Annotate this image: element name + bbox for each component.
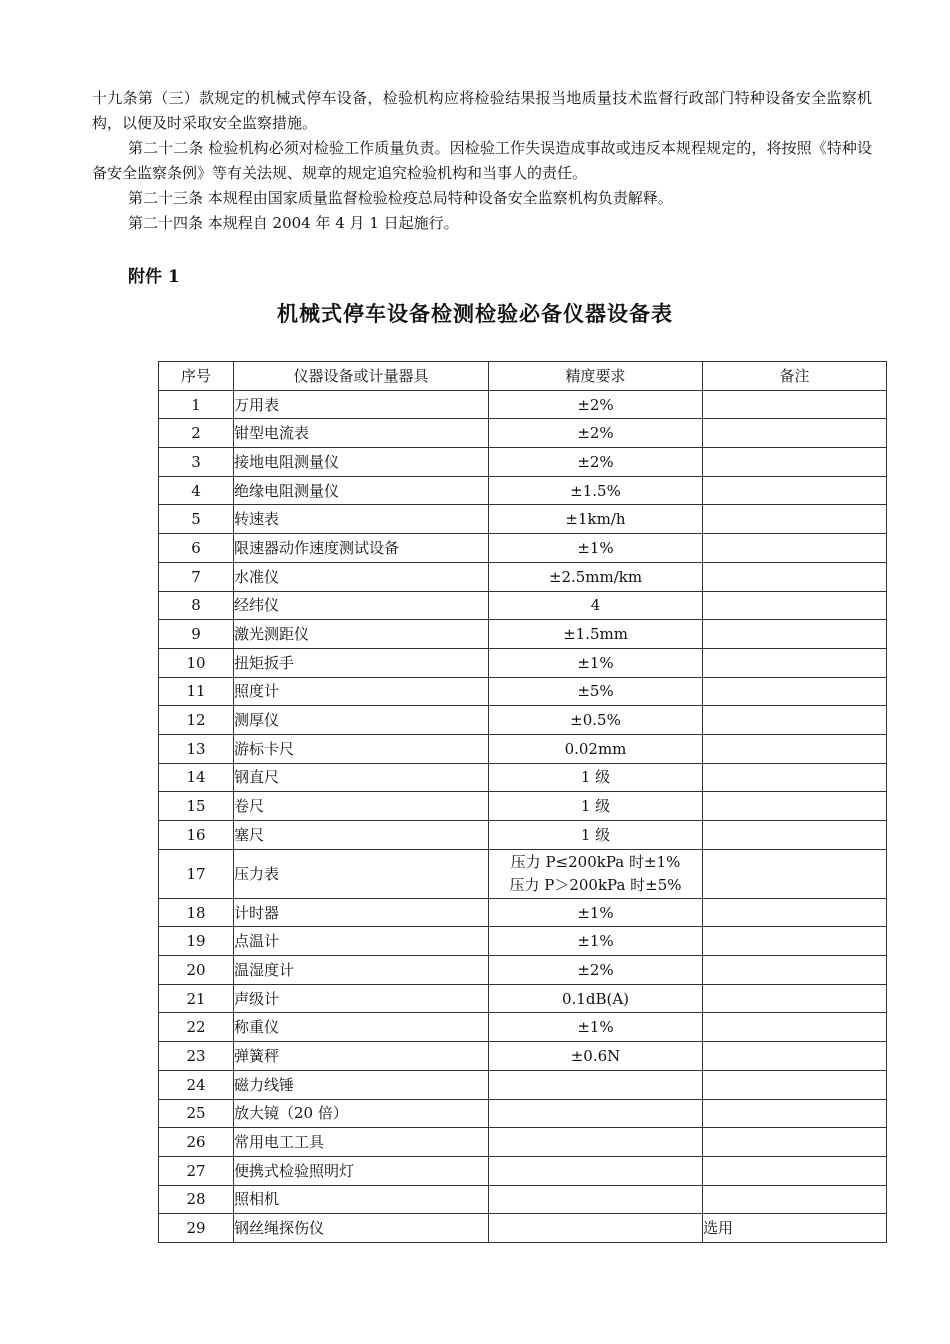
cell-accuracy: ±1.5% xyxy=(489,476,703,505)
table-row xyxy=(159,706,887,735)
cell-note xyxy=(703,534,887,563)
regulation-text xyxy=(92,86,872,236)
paragraph: 第二十二条 检验机构必须对检验工作质量负责。因检验工作失误造成事故或违反本规程规定的，将按照《特种设备安全监察条例》等有关法规、规章的规定追究检验机构和当事人的责任。 xyxy=(92,139,872,182)
cell-no: 3 xyxy=(159,448,234,477)
cell-note xyxy=(703,927,887,956)
cell-accuracy xyxy=(489,1214,703,1243)
table-row xyxy=(159,448,887,477)
cell-note xyxy=(703,984,887,1013)
cell-name: 游标卡尺 xyxy=(234,734,489,763)
table-header-row xyxy=(159,362,887,391)
cell-no: 26 xyxy=(159,1128,234,1157)
table-row xyxy=(159,505,887,534)
cell-note xyxy=(703,448,887,477)
cell-accuracy: 0.1dB(A) xyxy=(489,984,703,1013)
table-row xyxy=(159,419,887,448)
table-row xyxy=(159,1185,887,1214)
cell-no: 1 xyxy=(159,390,234,419)
table-row xyxy=(159,849,887,898)
cell-accuracy xyxy=(489,1070,703,1099)
cell-accuracy xyxy=(489,849,703,898)
table-row xyxy=(159,620,887,649)
cell-note xyxy=(703,1185,887,1214)
cell-note xyxy=(703,562,887,591)
cell-no: 2 xyxy=(159,419,234,448)
cell-no: 28 xyxy=(159,1185,234,1214)
cell-name: 经纬仪 xyxy=(234,591,489,620)
cell-name: 塞尺 xyxy=(234,821,489,850)
table-row xyxy=(159,534,887,563)
cell-name: 点温计 xyxy=(234,927,489,956)
cell-note xyxy=(703,390,887,419)
cell-accuracy: ±1.5mm xyxy=(489,620,703,649)
cell-note xyxy=(703,505,887,534)
cell-note xyxy=(703,648,887,677)
cell-note xyxy=(703,1070,887,1099)
cell-note xyxy=(703,849,887,898)
cell-accuracy xyxy=(489,1128,703,1157)
annex-label: 附件 1 xyxy=(128,267,180,287)
table-row xyxy=(159,927,887,956)
header-note: 备注 xyxy=(703,362,887,391)
cell-note xyxy=(703,677,887,706)
cell-accuracy: ±2% xyxy=(489,419,703,448)
cell-accuracy: ±1% xyxy=(489,1013,703,1042)
cell-no: 22 xyxy=(159,1013,234,1042)
cell-name: 水准仪 xyxy=(234,562,489,591)
cell-no: 4 xyxy=(159,476,234,505)
cell-name: 万用表 xyxy=(234,390,489,419)
cell-note xyxy=(703,706,887,735)
cell-note xyxy=(703,591,887,620)
cell-name: 照相机 xyxy=(234,1185,489,1214)
cell-no: 21 xyxy=(159,984,234,1013)
cell-accuracy: ±1% xyxy=(489,898,703,927)
cell-note xyxy=(703,1099,887,1128)
cell-note xyxy=(703,821,887,850)
cell-note xyxy=(703,1128,887,1157)
equipment-table xyxy=(158,361,887,1243)
table-row xyxy=(159,734,887,763)
cell-no: 24 xyxy=(159,1070,234,1099)
accuracy-line: 压力 P＞200kPa 时±5% xyxy=(509,875,682,894)
header-accuracy: 精度要求 xyxy=(489,362,703,391)
cell-name: 磁力线锤 xyxy=(234,1070,489,1099)
table-row xyxy=(159,1156,887,1185)
cell-no: 29 xyxy=(159,1214,234,1243)
cell-name: 钢丝绳探伤仪 xyxy=(234,1214,489,1243)
cell-note xyxy=(703,1042,887,1071)
cell-accuracy: 4 xyxy=(489,591,703,620)
cell-name: 便携式检验照明灯 xyxy=(234,1156,489,1185)
cell-note xyxy=(703,419,887,448)
paragraph: 十九条第（三）款规定的机械式停车设备，检验机构应将检验结果报当地质量技术监督行政部门特种设备安全监察机构，以便及时采取安全监察措施。 xyxy=(92,89,872,132)
cell-no: 15 xyxy=(159,792,234,821)
cell-note xyxy=(703,734,887,763)
cell-name: 接地电阻测量仪 xyxy=(234,448,489,477)
cell-accuracy: ±1% xyxy=(489,534,703,563)
cell-name: 声级计 xyxy=(234,984,489,1013)
cell-accuracy: ±2.5mm/km xyxy=(489,562,703,591)
table-row xyxy=(159,792,887,821)
table-row xyxy=(159,1070,887,1099)
table-row xyxy=(159,476,887,505)
cell-no: 12 xyxy=(159,706,234,735)
cell-note xyxy=(703,763,887,792)
table-row xyxy=(159,1214,887,1243)
cell-name: 卷尺 xyxy=(234,792,489,821)
cell-name: 钳型电流表 xyxy=(234,419,489,448)
cell-name: 称重仪 xyxy=(234,1013,489,1042)
cell-note: 选用 xyxy=(703,1214,887,1243)
cell-name: 常用电工工具 xyxy=(234,1128,489,1157)
cell-note xyxy=(703,620,887,649)
cell-name: 温湿度计 xyxy=(234,956,489,985)
cell-no: 17 xyxy=(159,849,234,898)
table-row xyxy=(159,1013,887,1042)
cell-accuracy: ±0.5% xyxy=(489,706,703,735)
table-row xyxy=(159,591,887,620)
table-row xyxy=(159,956,887,985)
cell-name: 压力表 xyxy=(234,849,489,898)
cell-accuracy: 1 级 xyxy=(489,821,703,850)
cell-accuracy: ±2% xyxy=(489,390,703,419)
cell-name: 测厚仪 xyxy=(234,706,489,735)
cell-accuracy: 1 级 xyxy=(489,763,703,792)
cell-no: 18 xyxy=(159,898,234,927)
cell-name: 照度计 xyxy=(234,677,489,706)
table-row xyxy=(159,648,887,677)
cell-name: 计时器 xyxy=(234,898,489,927)
cell-accuracy: ±0.6N xyxy=(489,1042,703,1071)
cell-accuracy: 1 级 xyxy=(489,792,703,821)
cell-accuracy: ±1% xyxy=(489,648,703,677)
cell-accuracy xyxy=(489,1185,703,1214)
cell-accuracy: ±2% xyxy=(489,448,703,477)
cell-name: 钢直尺 xyxy=(234,763,489,792)
cell-no: 7 xyxy=(159,562,234,591)
cell-note xyxy=(703,1156,887,1185)
cell-name: 转速表 xyxy=(234,505,489,534)
table-row xyxy=(159,1099,887,1128)
cell-no: 25 xyxy=(159,1099,234,1128)
table-row xyxy=(159,984,887,1013)
header-no: 序号 xyxy=(159,362,234,391)
table-title: 机械式停车设备检测检验必备仪器设备表 xyxy=(277,301,673,326)
cell-accuracy: ±1% xyxy=(489,927,703,956)
cell-no: 13 xyxy=(159,734,234,763)
cell-accuracy xyxy=(489,1099,703,1128)
cell-note xyxy=(703,476,887,505)
cell-no: 5 xyxy=(159,505,234,534)
cell-name: 激光测距仪 xyxy=(234,620,489,649)
cell-name: 弹簧秤 xyxy=(234,1042,489,1071)
cell-accuracy xyxy=(489,1156,703,1185)
table-row xyxy=(159,821,887,850)
cell-no: 14 xyxy=(159,763,234,792)
paragraph: 第二十三条 本规程由国家质量监督检验检疫总局特种设备安全监察机构负责解释。 xyxy=(128,189,673,207)
table-row xyxy=(159,1042,887,1071)
table-row xyxy=(159,677,887,706)
table-row xyxy=(159,562,887,591)
cell-note xyxy=(703,1013,887,1042)
cell-no: 10 xyxy=(159,648,234,677)
cell-no: 23 xyxy=(159,1042,234,1071)
paragraph: 第二十四条 本规程自 2004 年 4 月 1 日起施行。 xyxy=(128,214,459,232)
cell-no: 20 xyxy=(159,956,234,985)
cell-name: 限速器动作速度测试设备 xyxy=(234,534,489,563)
cell-no: 8 xyxy=(159,591,234,620)
cell-accuracy: 0.02mm xyxy=(489,734,703,763)
table-row xyxy=(159,1128,887,1157)
cell-no: 27 xyxy=(159,1156,234,1185)
table-row xyxy=(159,898,887,927)
cell-no: 6 xyxy=(159,534,234,563)
table-row xyxy=(159,763,887,792)
cell-accuracy: ±1km/h xyxy=(489,505,703,534)
cell-name: 绝缘电阻测量仪 xyxy=(234,476,489,505)
cell-note xyxy=(703,898,887,927)
accuracy-line: 压力 P≤200kPa 时±1% xyxy=(510,852,681,871)
cell-no: 9 xyxy=(159,620,234,649)
cell-accuracy: ±5% xyxy=(489,677,703,706)
cell-name: 扭矩扳手 xyxy=(234,648,489,677)
cell-no: 11 xyxy=(159,677,234,706)
cell-note xyxy=(703,792,887,821)
cell-no: 19 xyxy=(159,927,234,956)
cell-note xyxy=(703,956,887,985)
cell-no: 16 xyxy=(159,821,234,850)
table-row xyxy=(159,390,887,419)
cell-accuracy: ±2% xyxy=(489,956,703,985)
cell-name: 放大镜（20 倍） xyxy=(234,1099,489,1128)
table-body xyxy=(159,390,887,1242)
header-name: 仪器设备或计量器具 xyxy=(234,362,489,391)
